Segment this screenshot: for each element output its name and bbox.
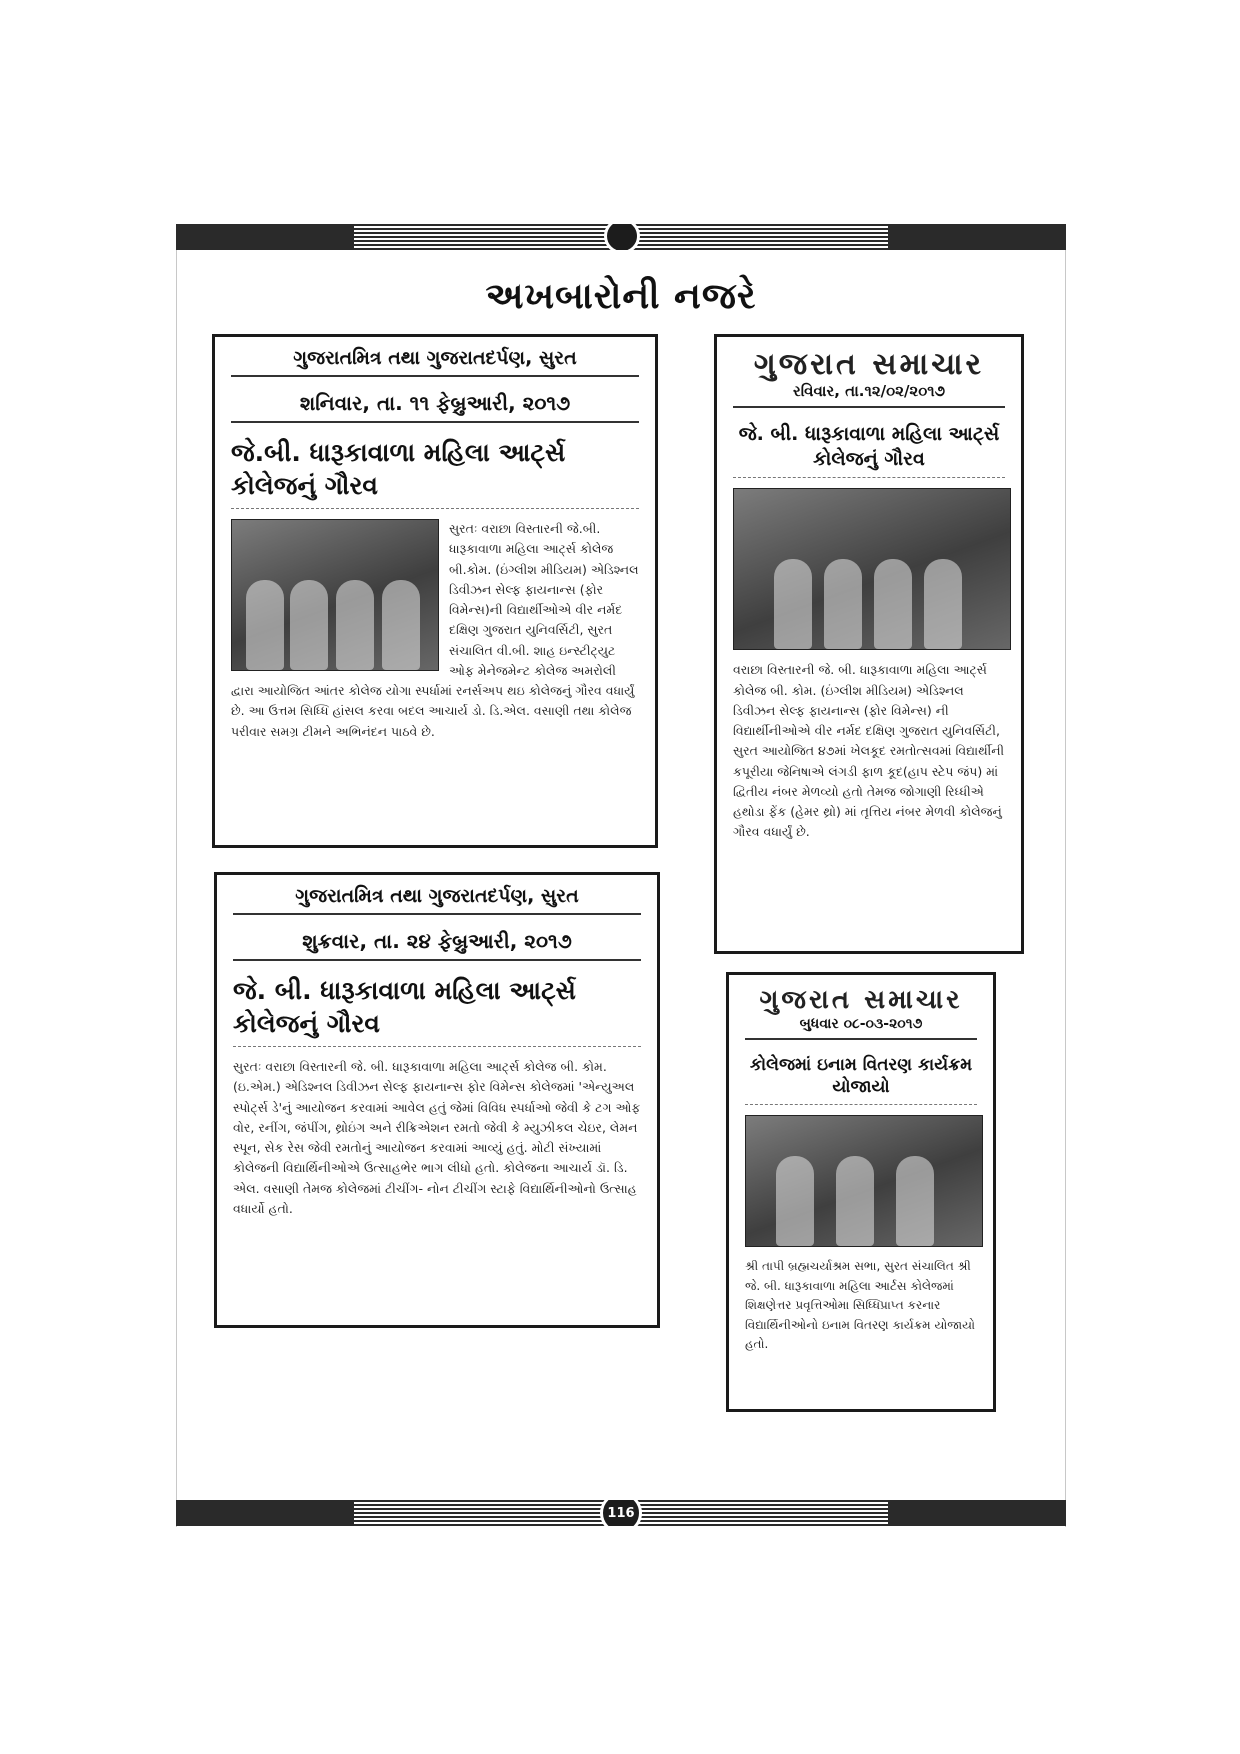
- clip-3-paper-name: ગુજરાતમિત્ર તથા ગુજરાતદર્પણ, સુરત: [233, 885, 641, 915]
- top-ornament-icon: [604, 224, 640, 250]
- clip-4-photo: [745, 1115, 983, 1247]
- clip-1-paper-name: ગુજરાતમિત્ર તથા ગુજરાતદર્પણ, સુરત: [231, 347, 639, 377]
- page-number: 116: [600, 1500, 642, 1526]
- news-clip-2: [714, 334, 1024, 954]
- clip-1-date: શનિવાર, તા. ૧૧ ફેબ્રુઆરી, ૨૦૧૭: [231, 391, 639, 423]
- clip-2-masthead: ગુજરાત સમાચાર: [753, 347, 985, 382]
- bottom-decorative-bar: [176, 1500, 1066, 1526]
- clip-2-body: વરાછા વિસ્તારની જે. બી. ધારૂકાવાળા મહિલા આર્ટ્સ કોલેજ બી. કોમ. (ઇંગ્લીશ મીડિયમ) એડિશ્નલ ડિવીઝન સેલ્ફ ફાયનાન્સ (ફોર વિમેન્સ) ની વિદ્યાર્થીનીઓએ વીર નર્મદ દક્ષિણ ગુજરાત યુનિવર્સિટી, સુરત આયોજિત ૪૭માં ખેલકૂદ રમતોત્સવમાં વિદ્યાર્થીની કપૂરીયા જેનિષાએ લંગડી ફાળ કૂદ(હાપ સ્ટેપ જંપ) માં દ્વિતીય નંબર મેળવ્યો હતો તેમજ જોગાણી રિધ્ધીએ હથોડા ફેંક (હેમર થ્રો) માં તૃત્તિય નંબર મેળવી કોલેજનું ગૌરવ વધાર્યું છે.: [733, 662, 1005, 840]
- clip-2-photo: [733, 488, 1011, 650]
- news-clip-1: [212, 334, 658, 848]
- clip-2-headline: જે. બી. ધારૂકાવાળા મહિલા આર્ટ્સ કોલેજનું ગૌરવ: [733, 422, 1005, 478]
- top-decorative-bar: [176, 224, 1066, 250]
- clip-4-body: શ્રી તાપી બ્રહ્મચર્યાશ્રમ સભા, સુરત સંચાલિત શ્રી જે. બી. ધારૂકાવાળા મહિલા આર્ટસ કોલેજમાં શિક્ષણેત્તર પ્રવૃત્તિઓમા સિધ્ધિપ્રાપ્ત કરનાર વિદ્યાર્થિનીઓનો ઇનામ વિતરણ કાર્યક્રમ યોજાયો હતો.: [745, 1259, 975, 1351]
- clip-2-date: રવિવાર, તા.૧૨/૦૨/૨૦૧૭: [733, 382, 1005, 408]
- clip-3-body: સુરતઃ વરાછા વિસ્તારની જે. બી. ધારૂકાવાળા મહિલા આર્ટ્સ કોલેજ બી. કોમ. (ઇ.એમ.) એડિશ્નલ ડિવીઝન સેલ્ફ ફાયનાન્સ ફોર વિમેન્સ કોલેજમાં 'એન્યુઅલ સ્પોર્ટ્સ ડે'નું આયોજન કરવામાં આવેલ હતું જેમાં વિવિધ સ્પર્ધાઓ જેવી કે ટગ ઓફ વોર, રનીંગ, જંપીંગ, થ્રોઇંગ અને રીક્રિએશન રમતો જેવી કે મ્યુઝીકલ ચેઇર, લેમન સ્પૂન, સેક રેસ જેવી રમતોનું આયોજન કરવામાં આવ્યું હતું. મોટી સંખ્યામાં કોલેજની વિદ્યાર્થિનીઓએ ઉત્સાહભેર ભાગ લીધો હતો. કોલેજના આચાર્ય ડૉ. ડિ. એલ. વસાણી તેમજ કોલેજમાં ટીચીંગ- નોન ટીચીંગ સ્ટાફે વિદ્યાર્થિનીઓનો ઉત્સાહ વધાર્યો હતો.: [233, 1059, 641, 1216]
- clip-1-photo: [231, 519, 439, 671]
- clip-1-body: સુરતઃ વરાછા વિસ્તારની જે.બી. ધારૂકાવાળા મહિલા આર્ટ્સ કોલેજ બી.કોમ. (ઇંગ્લીશ મીડિયમ) એડિશ્નલ ડિવીઝન સેલ્ફ ફાયનાન્સ (ફોર વિમેન્સ)ની વિદ્યાર્થીઓએ વીર નર્મદ દક્ષિણ ગુજરાત યુનિવર્સિટી, સુરત સંચાલિત વી.બી. શાહ ઇન્સ્ટીટ્યુટ ઓફ મેનેજમેન્ટ કોલેજ અમરોલી દ્વારા આયોજિત આંતર કોલેજ યોગા સ્પર્ધામાં રનર્સઅપ થઇ કોલેજનું ગૌરવ વધાર્યું છે. આ ઉત્તમ સિધ્ધિ હાંસલ કરવા બદલ આચાર્ય ડો. ડિ.એલ. વસાણી તથા કોલેજ પરીવાર સમગ્ર ટીમને અભિનંદન પાઠવે છે.: [231, 521, 639, 739]
- clip-4-date: બુધવાર ૦૮-૦૩-૨૦૧૭: [745, 1016, 977, 1040]
- news-clip-4: [726, 972, 996, 1412]
- clip-4-headline: કોલેજમાં ઇનામ વિતરણ કાર્યક્રમ યોજાયો: [745, 1054, 977, 1105]
- clip-3-date: શુક્રવાર, તા. ૨૪ ફેબ્રુઆરી, ૨૦૧૭: [233, 929, 641, 961]
- clip-1-headline: જે.બી. ધારૂકાવાળા મહિલા આર્ટ્સ કોલેજનું ગૌરવ: [231, 437, 639, 509]
- news-clip-3: [214, 872, 660, 1328]
- page-title: અખબારોની નજરે: [485, 276, 757, 317]
- clip-3-headline: જે. બી. ધારૂકાવાળા મહિલા આર્ટ્સ કોલેજનું ગૌરવ: [233, 975, 641, 1047]
- clip-4-masthead: ગુજરાત સમાચાર: [759, 985, 963, 1015]
